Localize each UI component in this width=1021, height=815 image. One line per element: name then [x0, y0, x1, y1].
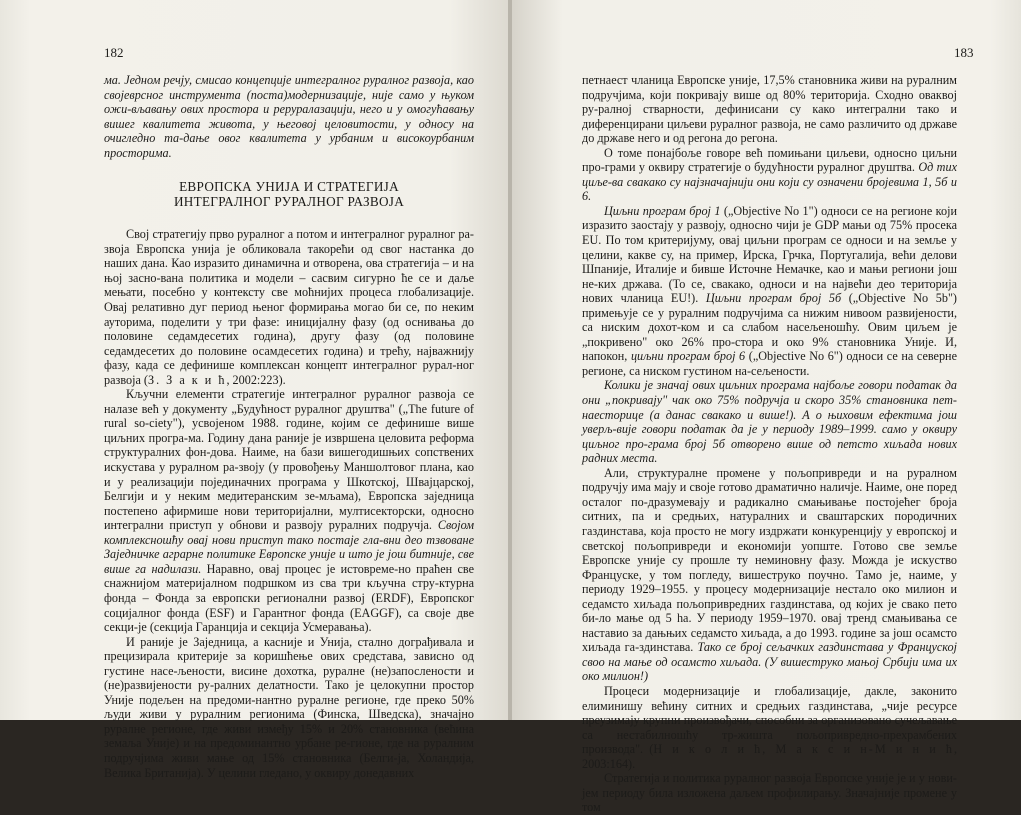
heading-line-1: ЕВРОПСКА УНИЈА И СТРАТЕГИЈА	[179, 179, 399, 195]
paragraph-text: („Objective No 6") односи се на северне регионе, са ниском густином на-сељености.	[582, 349, 957, 378]
paragraph	[582, 684, 957, 771]
section-heading	[104, 179, 474, 209]
paragraph-text: Свој стратегију прво руралног а потом и интегралног руралног ра-звоја Европска унија је обликовала такорећи од свог настанка до наших дана. Као изразито динамична и отворена, ова стратегија – и на њој засно-вана политика и модели – сасвим сигурно ће се и даље мењати, посебно у контексту све моћнијих процеса глобализације. Овај релативно дуг период њеног формирања могао би се, по неким ауторима, поделити у три фазе: иницијалну фазу (од оснивања до половине седамдесетих година), другу фазу (од половине седамдесетих до половине осамдесетих година) и трећу, најважнију фазу, када се дефинише комплексан концепт интегралног рурал-ног развоја (	[104, 227, 474, 387]
heading-line-2: ИНТЕГРАЛНОГ РУРАЛНОГ РАЗВОЈА	[173, 194, 405, 210]
citation-year: , 2003:164).	[582, 742, 958, 771]
italic-text: циљни програм број 6	[630, 349, 746, 364]
citation-author: З. З а к и ћ	[147, 372, 227, 387]
citation-author: Н и к о л и ћ, М а к с и н-М и н и ћ	[653, 742, 954, 757]
paragraph	[582, 204, 957, 379]
paragraph-text: („Objective No 5b") примењује се у руралним подручјима са нижим нивоом развијености, са ниским дохот-ком и са слабом насељеношћу. Овим циљем је „покривено" око 26% про-стора и око 9% становника Уније. И, напокон,	[582, 291, 957, 364]
paragraph-text: Наравно, овај процес је истовреме-но праћен све снажнијом материјалном подршком из сва три кључна стру-ктурна фонда – Фонда за европски регионални развој (ERDF), Европског социјалног фонда (ESF) и Гарантног фонда (EAGGF), са своје две секци-је (секција Гаранција и секција Усмеравања).	[104, 561, 475, 635]
italic-text: Циљни програм број 1	[604, 203, 721, 218]
paragraph-text: Али, структуралне промене у пољопривреди и на руралном подручју има мају и своје готово драматично наличје. Наиме, оне поред осталог по-дразумевају и радикално смањивање постојећег броја ситних, па и средњих, натуралних и сваштарских породичних газдинстава, која просто не могу издржати конкуренцију у европској и светској пољопривреди и економији уопште. Готово све земље Европске уније су прошле ту неминовну фазу. Можда је искуство Француске, у том погледу, вишеструко поучно. Тамо је, наиме, у периоду 1929–1955. у процесу модернизације нестало око милион и седамсто хиљада пољопривредних газдинстава, од којих је свако пето би-ло мање од 5 ha. У периоду 1959–1970. овај тренд смањивања се наставио за дањњих седамсто хиљада, а до 1993. године за још осамсто хиљада га-здинстава.	[582, 465, 957, 655]
paragraph-text: Кључни елементи стратегије интегралног руралног развоја се налазе већ у документу „Будућност руралног друштва" („The future of rural so-ciety"), усвојеном 1988. године, којим се дефинише више циљних програ-ма. Годину дана раније је извршена целовита реформа структуралних фон-дова. Наиме, на бази вишегодишњих сопствених искустава у руралном ра-звоју (у провођењу Маншолтовог плана, као и у реализацији појединачних програма у Шкотској, Швајцарској, Белгији и у неким медитеранским зе-мљама), Европска заједница постепено афирмише нови територијални, мултисекторски, односно интегрални приступ у обнови и развоју руралних подручја.	[104, 387, 474, 533]
italic-text: Од тих циље-ва свакако су најзначајнији они који су означени бројевима 1, 5б и 6.	[582, 160, 957, 204]
paragraph: петнаест чланица Европске уније, 17,5% становника живи на руралним подручјима, који покривају више од 80% територија. Сходно оваквој ру-ралној стварности, дефинисани су како интегрални тако и диференцирани циљеви руралног развоја, не само различито од државе до државе него и од регона до регона.	[582, 73, 957, 146]
paragraph	[104, 227, 474, 387]
paragraph: Стратегија и политика руралног развоја Европске уније је и у нови-јем периоду била изложена даљем профилирању. Значајније промене у том	[582, 771, 957, 815]
italic-text: Тако се број сељачких газдинстава у Француској своо на мање од осамсто хиљада. (У вишеструко мањој Србији има их око милион!)	[582, 640, 957, 684]
paragraph-text: Процеси модернизације и глобализације, дакле, законито елиминишу већину ситних и средњих газдинстава, „чије ресурсе преузимају крупни произвођачи, способни за организовано сучељавање са нестабилношћу тр-жишта пољопривредно-прехрамбених производа". (	[582, 683, 957, 757]
italic-paragraph: Колики је значај ових циљних програма најбоље говори податак да они „покривају" чак око 75% подручја и скоро 35% становника пет-наесторице (а данас свакако и више!). А о њиховим ефектима још уверљ-вије говори податак да је у периоду 1989–1999. само у оквиру циљног про-грама број 5б отворено више од петсто хиљада нових радних места.	[582, 378, 957, 466]
right-page-body	[582, 73, 957, 815]
paragraph: И раније је Заједница, а касније и Унија, стално дограђивала и прецизирала критерије за коришћење ових средстава, зависно од густине насе-љености, висине дохотка, руралне (не)запослености и (не)развијености ру-ралних делатности. Тако је целокупни простор Уније подељен на предоми-нантно руралне регионе, где преко 50% људи живи у руралним регионима (Финска, Шведска), значајно руралне регионе, где живи између 15% и 20% становника (већина земаља Уније) и на предоминантно урбане ре-гионе, где на руралним подручјима живи мање од 15% становника (Белги-ја, Холандија, Велика Британија). У целини гледано, у оквиру донедавних	[104, 634, 474, 780]
paragraph	[104, 387, 474, 634]
paragraph-text: О томе понајбоље говоре већ помињани циљеви, односно циљни про-грами у оквиру стратегије о будућности руралног друштва.	[582, 145, 957, 175]
italic-text: Циљни програм број 5б	[705, 291, 842, 306]
left-page	[0, 0, 510, 780]
paragraph	[582, 466, 957, 684]
italic-paragraph: ма. Једном речју, смисао концепције интегралног руралног развоја, као својеврсног инструмента (поста)модернизације, није само у њуком ожи-вљавању ових простора и реруралазацији, него и у омогућавању вишег квалитета живота, у његовој целовитости, у односу на очигледно та-дање овог квалитета у урбаним и високоурбаним просторима.	[104, 73, 474, 160]
right-page	[512, 0, 1021, 815]
page-number-right: 183	[954, 45, 974, 60]
citation-year: , 2002:223).	[226, 372, 286, 387]
paragraph-text: („Objective No 1") односи се на регионе који изразито заостају у развоју, односно чији је GDP мањи од 75% просека EU. По том критеријуму, овај циљни програм се односи и на земље у целини, какве су, на пример, Ирска, Грчка, Португалија, већи делови Шпаније, Италије и бивше Источне Немачке, као и мањи региони још не-ких држава. (То се, свакако, односи и на највећи део територија нових чланица ЕU!).	[582, 203, 957, 306]
italic-text: Својом комплексношћу овај нови приступ тако постаје гла-вни део тзвоване Заједничке аграрне политике Европске уније и што је још битније, све више га надилази.	[104, 518, 474, 576]
page-number-left: 182	[104, 45, 124, 60]
left-page-body	[104, 73, 474, 780]
paragraph	[582, 146, 957, 204]
